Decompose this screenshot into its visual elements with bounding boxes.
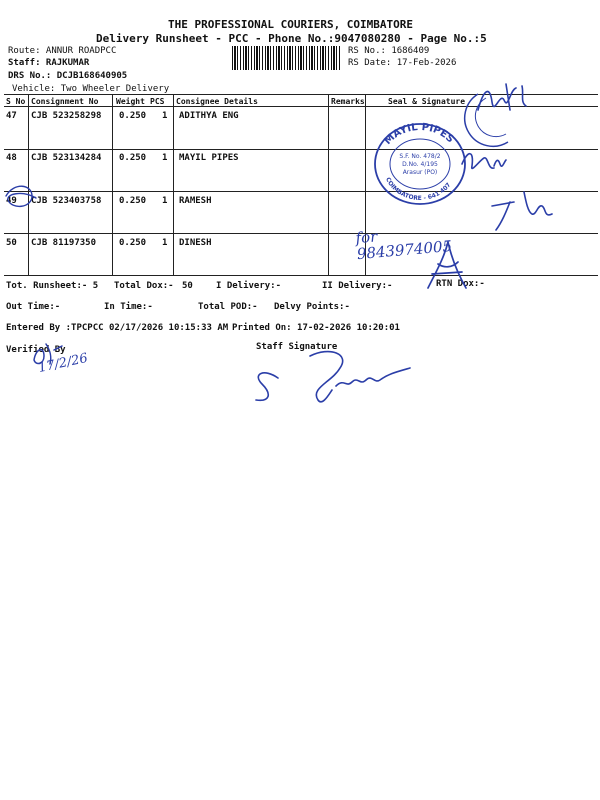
in-time: In Time:- <box>104 302 153 312</box>
out-time: Out Time:- <box>6 302 61 312</box>
company-title: THE PROFESSIONAL COURIERS, COIMBATORE <box>168 18 414 31</box>
row-consignment: CJB 523403758 <box>31 196 102 206</box>
tot-runsheet: Tot. Runsheet:- 5 <box>6 281 99 291</box>
col-sno: S No <box>6 97 26 106</box>
route: Route: ANNUR ROADPCC <box>8 46 117 56</box>
row-sno: 49 <box>6 196 17 206</box>
stamp-line3: Arasur (PO) <box>402 169 438 176</box>
row-consignment: CJB 523258298 <box>31 111 102 121</box>
row-consignment: CJB 523134284 <box>31 153 102 163</box>
rtn-dox: RTN Dox:- <box>436 279 485 289</box>
col-pcs: PCS <box>150 97 165 106</box>
staff-signature <box>240 338 440 410</box>
rs-number: RS No.: 1686409 <box>348 46 430 56</box>
total-pod: Total POD:- <box>198 302 258 312</box>
vehicle: Vehicle: Two Wheeler Delivery <box>12 84 170 94</box>
stamp-line1: S.F. No. 478/2 <box>399 153 441 160</box>
row-consignee: ADITHYA ENG <box>179 111 239 121</box>
mayil-pipes-stamp <box>372 122 468 206</box>
col-consignee: Consignee Details <box>176 97 258 106</box>
entered-by: Entered By :TPCPCC 02/17/2026 10:15:33 AM <box>6 323 229 333</box>
signature-adithya <box>470 80 530 130</box>
svg-text:MAYIL PIPES <box>383 122 456 147</box>
verified-date: 17/2/26 <box>36 350 90 377</box>
col-weight: Weight <box>116 97 145 106</box>
row-consignment: CJB 81197350 <box>31 238 97 248</box>
total-dox-label: Total Dox:- <box>114 281 174 291</box>
drs-number: DRS No.: DCJB168640905 <box>8 71 128 81</box>
stamp-line2: D.No. 4/195 <box>402 161 438 168</box>
row-weight: 0.250 <box>119 238 147 248</box>
i-delivery: I Delivery:- <box>216 281 282 291</box>
signature-ramesh <box>488 188 558 234</box>
col-consignment: Consignment No <box>31 97 99 106</box>
row-weight: 0.250 <box>119 111 147 121</box>
barcode <box>232 46 342 70</box>
row-pcs: 1 <box>162 153 168 163</box>
staff: Staff: RAJKUMAR <box>8 58 90 68</box>
row-weight: 0.250 <box>119 153 147 163</box>
row-sno: 50 <box>6 238 17 248</box>
row-consignee: MAYIL PIPES <box>179 153 239 163</box>
col-seal-signature: Seal & Signature <box>388 97 466 106</box>
row-sno: 48 <box>6 153 17 163</box>
runsheet-subtitle: Delivery Runsheet - PCC - Phone No.:9047080280 - Page No.:5 <box>96 32 487 45</box>
stamp-bottom: COIMBATORE - 641 407 <box>384 176 453 203</box>
staff-signature-label: Staff Signature <box>256 342 338 352</box>
delvy-points: Delvy Points:- <box>274 302 350 312</box>
rs-date: RS Date: 17-Feb-2026 <box>348 58 457 68</box>
ii-delivery: II Delivery:- <box>322 281 393 291</box>
signature-dinesh <box>418 238 478 294</box>
printed-on: Printed On: 17-02-2026 10:20:01 <box>232 323 400 333</box>
row-pcs: 1 <box>162 111 168 121</box>
margin-scribble <box>2 178 42 218</box>
signature-mayil <box>458 140 508 180</box>
row-sno: 47 <box>6 111 17 121</box>
row-weight: 0.250 <box>119 196 147 206</box>
row-pcs: 1 <box>162 196 168 206</box>
handwritten-phone-note: for 9843974005 <box>354 227 453 264</box>
total-dox-value: 50 <box>182 281 193 291</box>
row-consignee: RAMESH <box>179 196 212 206</box>
stamp-name: MAYIL PIPES <box>382 121 456 147</box>
row-consignee: DINESH <box>179 238 212 248</box>
verified-by: Verified By <box>6 345 66 355</box>
col-remarks: Remarks <box>331 97 365 106</box>
row-pcs: 1 <box>162 238 168 248</box>
